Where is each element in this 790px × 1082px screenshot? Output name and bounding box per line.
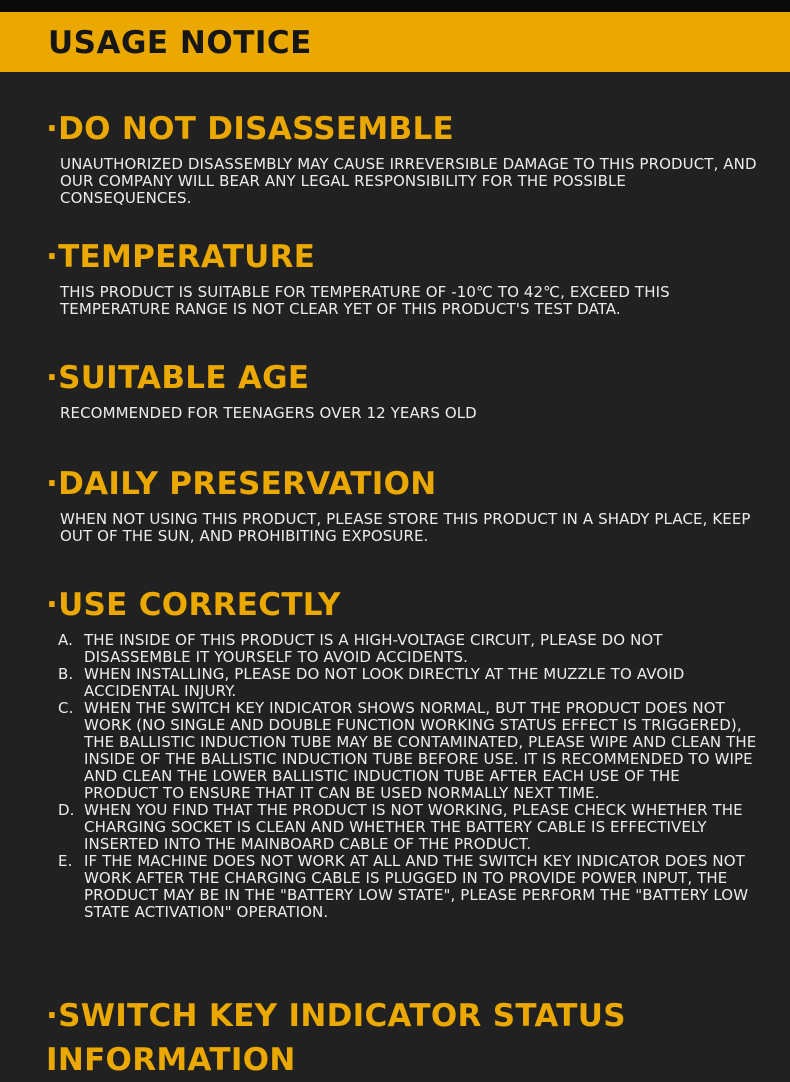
- page-title: USAGE NOTICE: [48, 25, 312, 61]
- section-heading: ·SWITCH KEY INDICATOR STATUS INFORMATION: [46, 998, 626, 1078]
- section-heading: ·USE CORRECTLY: [46, 587, 341, 623]
- list-item: B. WHEN INSTALLING, PLEASE DO NOT LOOK DIRECTLY AT THE MUZZLE TO AVOID ACCIDENTAL INJURY.: [58, 665, 685, 700]
- section-heading: ·DAILY PRESERVATION: [46, 466, 437, 502]
- list-item: D. WHEN YOU FIND THAT THE PRODUCT IS NOT WORKING, PLEASE CHECK WHETHER THE CHARGING SOCKET IS CLEAN AND WHETHER THE BATTERY CABLE IS EFFECTIVELY INSERTED INTO THE MAINBOARD CABLE OF THE PRODUCT.: [58, 801, 743, 853]
- section-body: RECOMMENDED FOR TEENAGERS OVER 12 YEARS OLD: [60, 404, 477, 422]
- list-item: A. THE INSIDE OF THIS PRODUCT IS A HIGH-VOLTAGE CIRCUIT, PLEASE DO NOT DISASSEMBLE IT YOURSELF TO AVOID ACCIDENTS.: [58, 631, 663, 666]
- section-switch-key-indicator: [0, 994, 790, 1082]
- section-heading: ·TEMPERATURE: [46, 239, 316, 275]
- usage-notice-banner: [0, 12, 790, 72]
- section-do-not-disassemble: [0, 110, 790, 207]
- section-suitable-age: [0, 359, 790, 422]
- section-use-correctly: [0, 586, 790, 921]
- top-border: [0, 0, 790, 12]
- section-body: THIS PRODUCT IS SUITABLE FOR TEMPERATURE OF -10℃ TO 42℃, EXCEED THIS TEMPERATURE RANGE IS NOT CLEAR YET OF THIS PRODUCT'S TEST DATA.: [60, 283, 670, 318]
- section-body: WHEN NOT USING THIS PRODUCT, PLEASE STORE THIS PRODUCT IN A SHADY PLACE, KEEP OUT OF THE SUN, AND PROHIBITING EXPOSURE.: [60, 510, 751, 545]
- list-item: C. WHEN THE SWITCH KEY INDICATOR SHOWS NORMAL, BUT THE PRODUCT DOES NOT WORK (NO SINGLE AND DOUBLE FUNCTION WORKING STATUS EFFECT IS TRIGGERED), THE BALLISTIC INDUCTION TUBE MAY BE CONTAMINATED, PLEASE WIPE AND CLEAN THE INSIDE OF THE BALLISTIC INDUCTION TUBE BEFORE USE. IT IS RECOMMENDED TO WIPE AND CLEAN THE LOWER BALLISTIC INDUCTION TUBE AFTER EACH USE OF THE PRODUCT TO ENSURE THAT IT CAN BE USED NORMALLY NEXT TIME.: [58, 699, 757, 802]
- section-body: UNAUTHORIZED DISASSEMBLY MAY CAUSE IRREVERSIBLE DAMAGE TO THIS PRODUCT, AND OUR COMPANY WILL BEAR ANY LEGAL RESPONSIBILITY FOR THE POSSIBLE CONSEQUENCES.: [60, 155, 757, 207]
- list-item: E. IF THE MACHINE DOES NOT WORK AT ALL AND THE SWITCH KEY INDICATOR DOES NOT WORK AFTER THE CHARGING CABLE IS PLUGGED IN TO PROVIDE POWER INPUT, THE PRODUCT MAY BE IN THE "BATTERY LOW STATE", PLEASE PERFORM THE "BATTERY LOW STATE ACTIVATION" OPERATION.: [58, 852, 749, 921]
- instructions-list: [58, 632, 758, 921]
- section-daily-preservation: [0, 465, 790, 545]
- section-temperature: [0, 238, 790, 318]
- section-heading: ·SUITABLE AGE: [46, 360, 310, 396]
- section-heading: ·DO NOT DISASSEMBLE: [46, 111, 455, 147]
